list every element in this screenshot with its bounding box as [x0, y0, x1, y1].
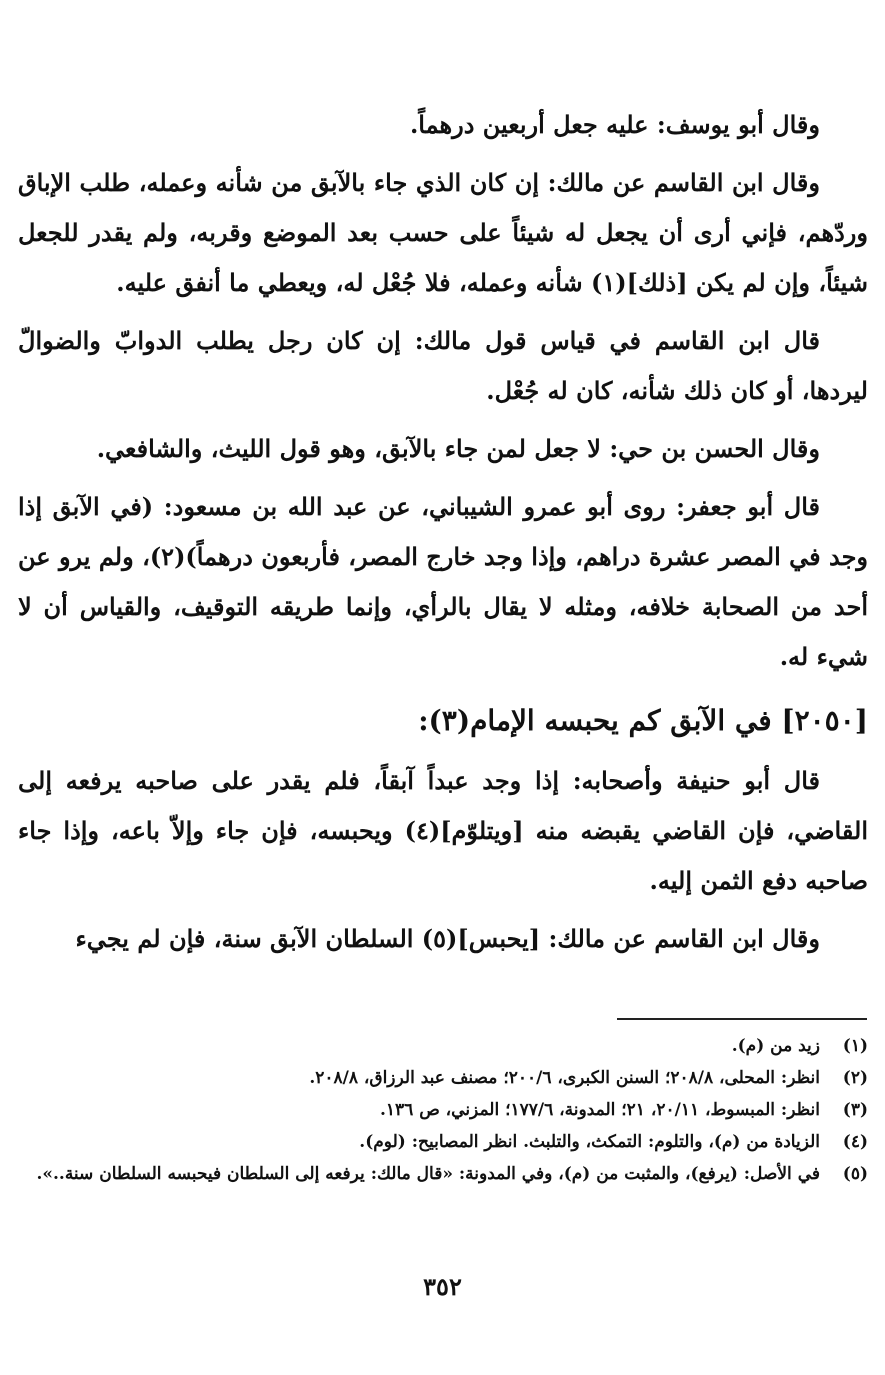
- footnote: [18, 1094, 868, 1126]
- footnote-number: (٣): [842, 1100, 868, 1120]
- footnote-number: (٤): [842, 1132, 868, 1152]
- footnote: [18, 1126, 868, 1158]
- footnote-number: (٥): [842, 1164, 868, 1184]
- footnote-number: (١): [842, 1036, 868, 1056]
- footnote-text: انظر: المبسوط، ٢٠/١١، ٢١؛ المدونة، ١٧٧/٦؛ المزني، ص ١٣٦.: [379, 1100, 820, 1120]
- footnote: [18, 1062, 868, 1094]
- paragraph: قال أبو جعفر: روى أبو عمرو الشيباني، عن عبد الله بن مسعود: (في الآبق إذا وجد في المصر عشرة دراهم، وإذا وجد خارج المصر، فأربعون درهماً)(٢)، ولم يرو عن أحد من الصحابة خلافه، ومثله لا يقال بالرأي، وإنما طريقه التوقيف، والقياس أن لا شيء له.: [18, 492, 868, 671]
- paragraph: قال أبو حنيفة وأصحابه: إذا وجد عبداً آبقاً، فلم يقدر على صاحبه يرفعه إلى القاضي، فإن القاضي يقبضه منه [ويتلوّم](٤) ويحبسه، فإن جاء وإلاّ باعه، وإذا جاء صاحبه دفع الثمن إليه.: [18, 766, 868, 895]
- footnote: [18, 1158, 868, 1190]
- footnote: [18, 1030, 868, 1062]
- footnotes: [18, 1030, 868, 1190]
- footnote-text: الزيادة من (م)، والتلوم: التمكث، والتلبث. انظر المصابيح: (لوم).: [359, 1132, 820, 1152]
- footnote-text: في الأصل: (يرفع)، والمثبت من (م)، وفي المدونة: «قال مالك: يرفعه إلى السلطان فيحبسه السلطان سنة..».: [36, 1164, 820, 1184]
- footnote-divider: [617, 1018, 867, 1020]
- paragraph: قال ابن القاسم في قياس قول مالك: إن كان رجل يطلب الدوابّ والضوالّ ليردها، أو كان ذلك شأنه، كان له جُعْل.: [18, 326, 868, 405]
- paragraph: وقال الحسن بن حي: لا جعل لمن جاء بالآبق، وهو قول الليث، والشافعي.: [96, 434, 820, 463]
- main-text: [18, 100, 868, 972]
- page-number: ٣٥٢: [423, 1272, 462, 1301]
- paragraph: وقال أبو يوسف: عليه جعل أربعين درهماً.: [409, 110, 820, 139]
- footnote-text: زيد من (م).: [731, 1036, 820, 1056]
- paragraph: وقال ابن القاسم عن مالك: إن كان الذي جاء بالآبق من شأنه وعمله، طلب الإباق وردّهم، فإني أرى أن يجعل له شيئاً على حسب بعد الموضع وقربه، ولم يقدر للجعل شيئاً، وإن لم يكن [ذلك](١) شأنه وعمله، فلا جُعْل له، ويعطي ما أنفق عليه.: [18, 168, 868, 297]
- footnote-text: انظر: المحلى، ٢٠٨/٨؛ السنن الكبرى، ٢٠٠/٦؛ مصنف عبد الرزاق، ٢٠٨/٨.: [309, 1068, 820, 1088]
- footnote-number: (٢): [842, 1068, 868, 1088]
- section-heading: [٢٠٥٠] في الآبق كم يحبسه الإمام(٣):: [418, 704, 868, 737]
- paragraph: وقال ابن القاسم عن مالك: [يحبس](٥) السلطان الآبق سنة، فإن لم يجيء: [75, 924, 820, 953]
